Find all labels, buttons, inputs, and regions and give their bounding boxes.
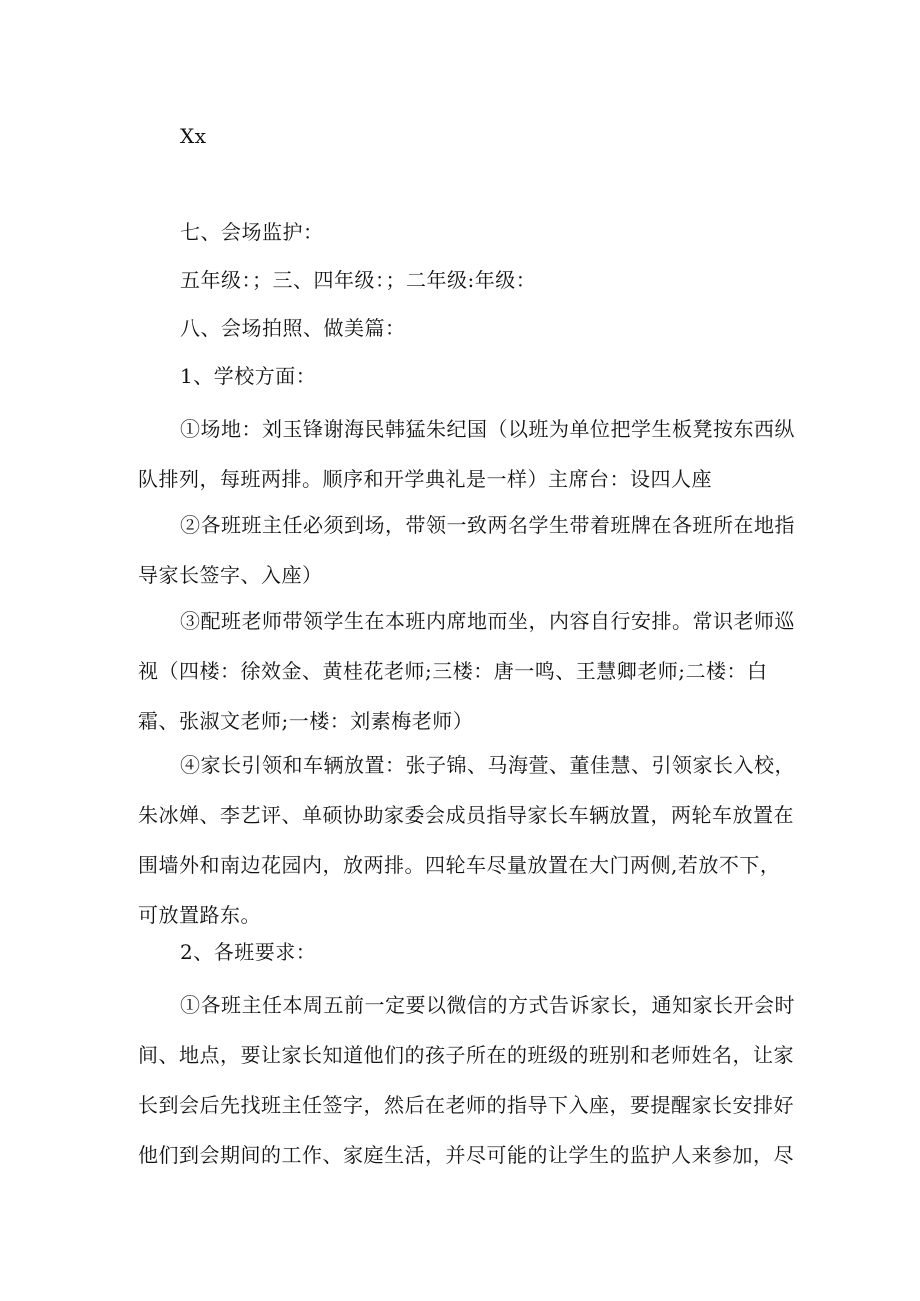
- paragraph-venue: ①场地：刘玉锋谢海民韩猛朱纪国（以班为单位把学生板凳按东西纵队排列，每班两排。顺序和开学典礼是一样）主席台：设四人座: [138, 417, 795, 491]
- paragraph-grade-assignments: 五年级：；三、四年级：；二年级:年级：: [180, 268, 537, 292]
- subheading-school-side: 1、学校方面：: [180, 364, 317, 388]
- paragraph-xx: Xx: [180, 124, 207, 148]
- heading-venue-monitoring: 七、会场监护：: [180, 220, 324, 244]
- paragraph-parent-guidance-vehicles: ④家长引领和车辆放置：张子锦、马海萱、董佳慧、引领家长入校，朱冰婵、李艺评、单硕协助家委会成员指导家长车辆放置，两轮车放置在围墙外和南边花园内，放两排。四轮车尽量放置在大门两侧,若放不下，可放置路东。: [138, 753, 795, 927]
- heading-photos-and-article: 八、会场拍照、做美篇：: [180, 316, 406, 340]
- paragraph-class-teachers: ②各班班主任必须到场，带领一致两名学生带着班牌在各班所在地指导家长签字、入座）: [138, 513, 795, 587]
- paragraph-notify-parents: ①各班主任本周五前一定要以微信的方式告诉家长，通知家长开会时间、地点，要让家长知道他们的孩子所在的班级的班别和老师姓名，让家长到会后先找班主任签字，然后在老师的指导下入座，要提醒家长安排好他们到会期间的工作、家庭生活，并尽可能的让学生的监护人来参加，尽: [138, 993, 795, 1167]
- subheading-class-requirements: 2、各班要求：: [180, 940, 317, 964]
- paragraph-assistant-teachers: ③配班老师带领学生在本班内席地而坐，内容自行安排。常识老师巡视（四楼：徐效金、黄桂花老师;三楼：唐一鸣、王慧卿老师;二楼：白霜、张淑文老师;一楼：刘素梅老师）: [138, 609, 795, 733]
